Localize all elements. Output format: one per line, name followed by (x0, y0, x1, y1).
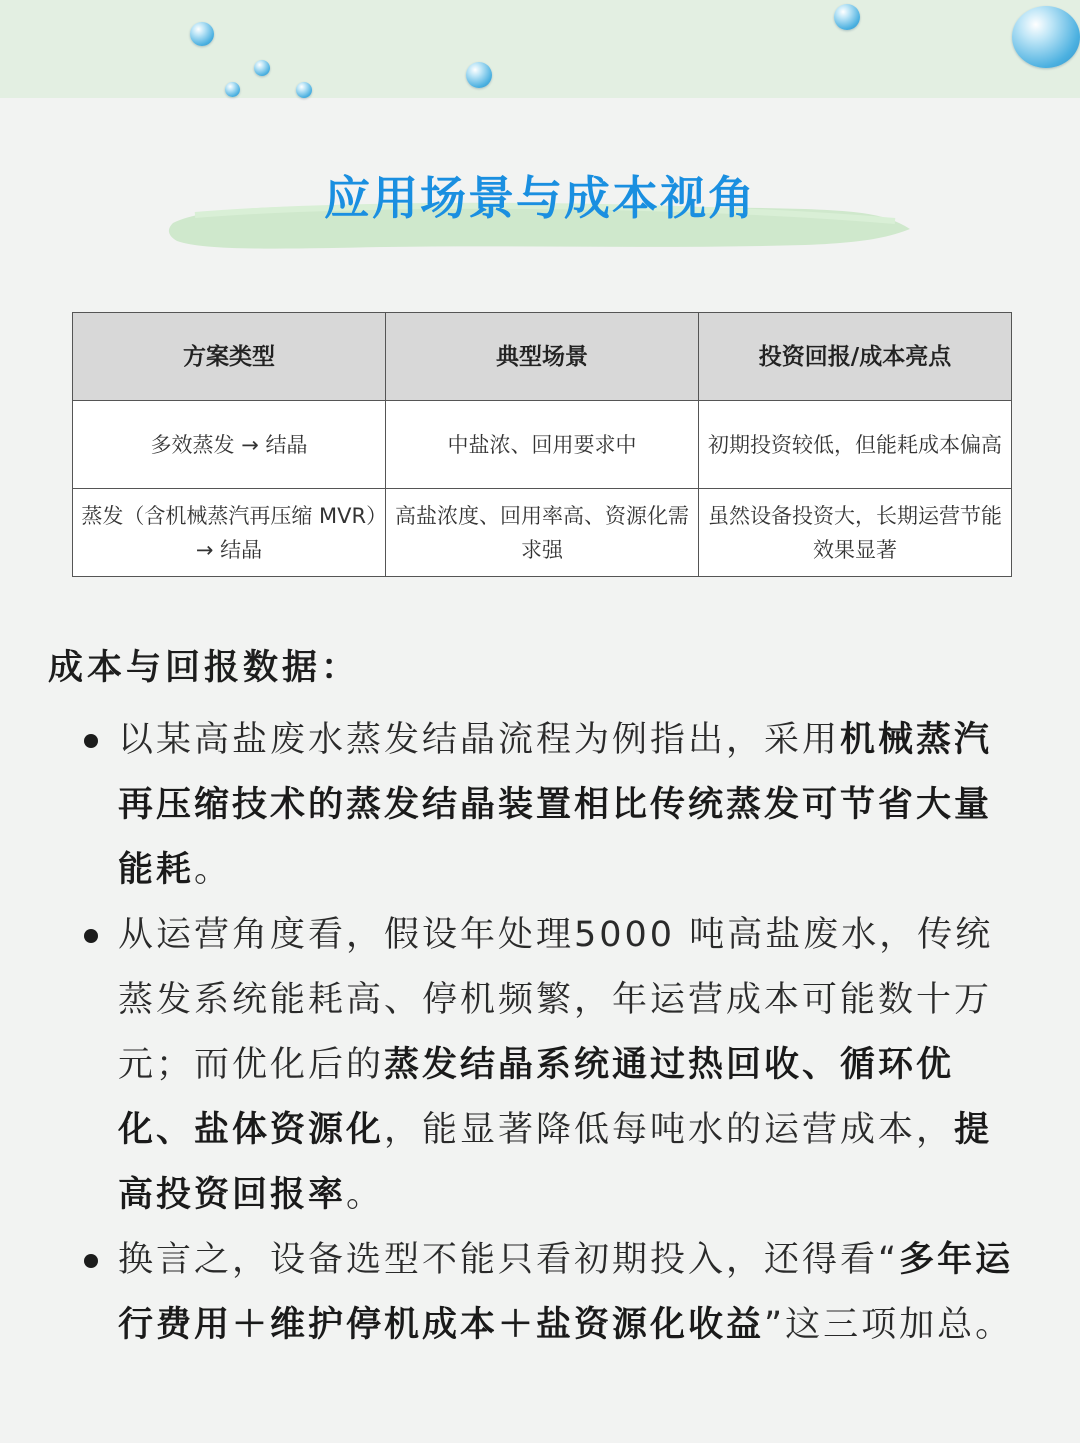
bullet-dot-icon (84, 929, 98, 943)
text-segment: 从运营角度看，假设年处理5000 吨高盐废水，传统蒸发系统能耗高、停机频繁，年运营成本可能数十万元；而优化后的 (118, 915, 994, 1085)
bold-segment: 多年运行费用＋维护停机成本＋盐资源化收益 (118, 1240, 1014, 1345)
bullet-dot-icon (84, 734, 98, 748)
water-drop-icon (296, 82, 312, 98)
text-segment: ”这三项加总。 (764, 1305, 1014, 1345)
table-header-row (73, 313, 1012, 401)
table-header-cell: 方案类型 (73, 313, 386, 401)
water-drop-icon (466, 62, 492, 88)
list-item (48, 708, 1028, 903)
table-row (73, 489, 1012, 577)
table-cell: 初期投资较低，但能耗成本偏高 (699, 401, 1012, 489)
water-drop-icon (1012, 6, 1080, 68)
water-drop-icon (225, 82, 240, 97)
text-segment: 。 (346, 1175, 385, 1215)
table-header-cell: 投资回报/成本亮点 (699, 313, 1012, 401)
top-decor-band (0, 0, 1080, 98)
water-drop-icon (254, 60, 270, 76)
text-segment: ，能显著降低每吨水的运营成本， (384, 1110, 955, 1150)
table-cell: 多效蒸发 → 结晶 (73, 401, 386, 489)
water-drop-icon (834, 4, 860, 30)
bold-segment: 提高投资回报率 (118, 1110, 993, 1215)
table-row (73, 401, 1012, 489)
table-cell: 中盐浓、回用要求中 (386, 401, 699, 489)
text-segment: 换言之，设备选型不能只看初期投入，还得看“ (118, 1240, 900, 1280)
water-drop-icon (190, 22, 214, 46)
text-segment: 以某高盐废水蒸发结晶流程为例指出，采用 (118, 720, 841, 760)
table-cell: 虽然设备投资大，长期运营节能效果显著 (699, 489, 1012, 577)
cost-section (48, 640, 1028, 1358)
section-heading: 成本与回报数据： (48, 648, 361, 688)
text-segment: 。 (194, 850, 233, 890)
table-header-cell: 典型场景 (386, 313, 699, 401)
bullet-list (48, 708, 1028, 1358)
bullet-dot-icon (84, 1254, 98, 1268)
table-cell: 高盐浓度、回用率高、资源化需求强 (386, 489, 699, 577)
list-item (48, 1228, 1028, 1358)
comparison-table (72, 312, 1012, 577)
list-item (48, 903, 1028, 1228)
page-title: 应用场景与成本视角 (324, 171, 756, 225)
table-cell: 蒸发（含机械蒸汽再压缩 MVR）→ 结晶 (73, 489, 386, 577)
title-area (0, 150, 1080, 260)
bold-segment: 机械蒸汽再压缩技术的蒸发结晶装置相比传统蒸发可节省大量能耗 (118, 720, 993, 890)
bold-segment: 蒸发结晶系统通过热回收、循环优化、盐体资源化 (118, 1045, 955, 1150)
